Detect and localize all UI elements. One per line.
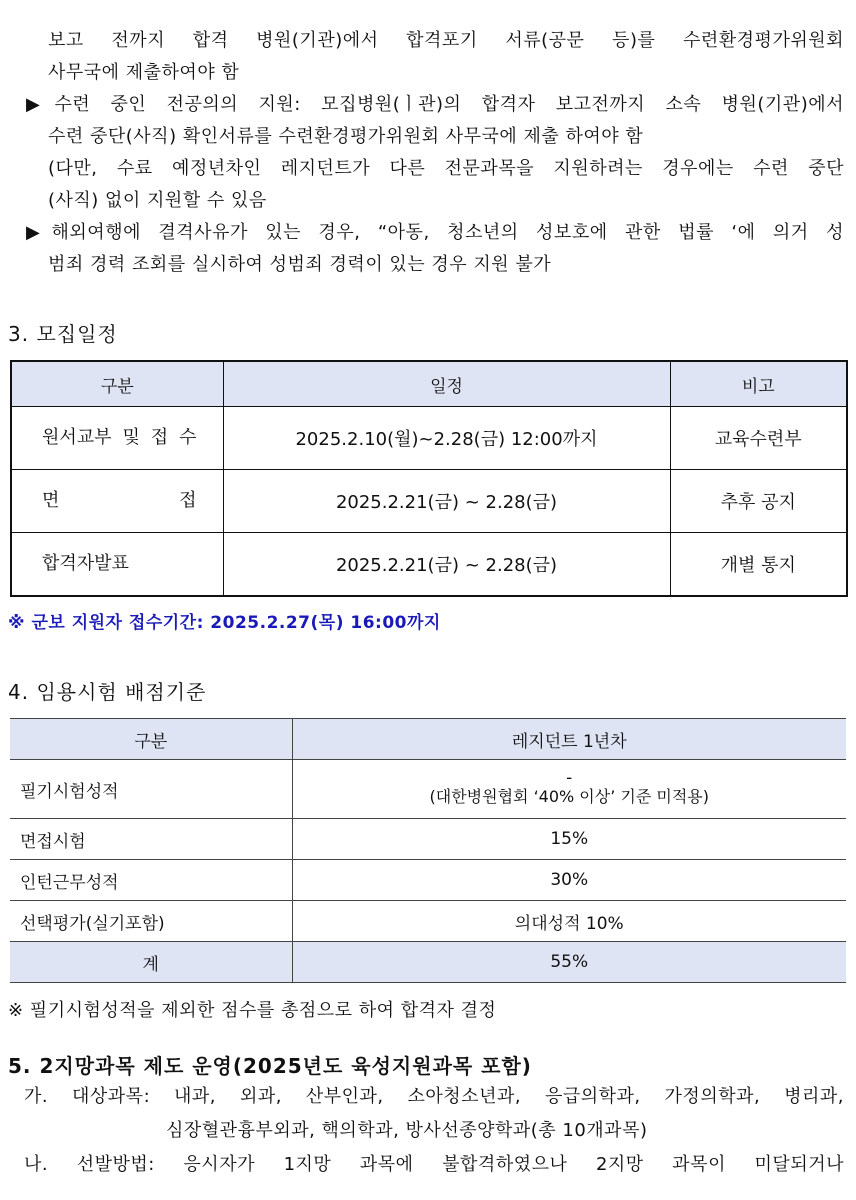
scoring-row-label: 면접시험	[10, 819, 292, 860]
scoring-header-resident: 레지던트 1년차	[292, 719, 846, 760]
intro-line-2: 사무국에 제출하여야 함	[48, 62, 240, 83]
scoring-row-value: 30%	[292, 860, 846, 901]
schedule-header-row	[11, 361, 847, 407]
target-subjects-line-1: 가. 대상과목: 내과, 외과, 산부인과, 소아청소년과, 응급의학과, 가정의학과, 병리과,	[24, 1086, 844, 1107]
schedule-table	[10, 360, 848, 597]
schedule-row-note: 추후 공지	[670, 470, 847, 533]
schedule-row	[11, 533, 847, 597]
schedule-row-date: 2025.2.21(금) ~ 2.28(금)	[223, 470, 670, 533]
bullet-travel-line-2: 범죄 경력 조회를 실시하여 성범죄 경력이 있는 경우 지원 불가	[48, 254, 552, 275]
scoring-row-dash: -	[566, 768, 573, 788]
schedule-row-label: 원서교부 및 접 수	[11, 407, 223, 470]
schedule-row-note: 개별 통지	[670, 533, 847, 597]
schedule-row-date: 2025.2.21(금) ~ 2.28(금)	[223, 533, 670, 597]
schedule-row-label: 면 접	[11, 470, 223, 533]
scoring-total-value: 55%	[292, 942, 846, 983]
section-5-heading: 5. 2지망과목 제도 운영(2025년도 육성지원과목 포함)	[8, 1054, 532, 1078]
scoring-table	[10, 718, 846, 983]
scoring-row-value	[292, 760, 846, 819]
schedule-header-note: 비고	[670, 361, 847, 407]
scoring-row-subnote: (대한병원협회 ‘40% 이상’ 기준 미적용)	[429, 787, 709, 806]
scoring-header-category: 구분	[10, 719, 292, 760]
schedule-row-note: 교육수련부	[670, 407, 847, 470]
bullet-resident-line-3: (다만, 수료 예정년차인 레지던트가 다른 전문과목을 지원하려는 경우에는 수련 중단	[48, 158, 844, 179]
bullet-resident-line-4: (사직) 없이 지원할 수 있음	[48, 190, 267, 211]
scoring-row-label: 필기시험성적	[10, 760, 292, 819]
scoring-row-label: 인턴근무성적	[10, 860, 292, 901]
schedule-header-category: 구분	[11, 361, 223, 407]
schedule-header-schedule: 일정	[223, 361, 670, 407]
scoring-row	[10, 819, 846, 860]
scoring-row-value: 15%	[292, 819, 846, 860]
scoring-total-label: 계	[10, 942, 292, 983]
schedule-row	[11, 407, 847, 470]
section-3-heading: 3. 모집일정	[8, 322, 118, 346]
scoring-note: ※ 필기시험성적을 제외한 점수를 총점으로 하여 합격자 결정	[8, 1000, 497, 1021]
schedule-row-date: 2025.2.10(월)~2.28(금) 12:00까지	[223, 407, 670, 470]
scoring-header-row	[10, 719, 846, 760]
scoring-row	[10, 860, 846, 901]
scoring-total-row	[10, 942, 846, 983]
intro-line-1: 보고 전까지 합격 병원(기관)에서 합격포기 서류(공문 등)를 수련환경평가위원회	[48, 30, 844, 51]
section-4-heading: 4. 임용시험 배점기준	[8, 680, 207, 704]
schedule-row-label: 합격자발표	[11, 533, 223, 597]
scoring-row	[10, 901, 846, 942]
target-subjects-line-2: 심장혈관흉부외과, 핵의학과, 방사선종양학과(총 10개과목)	[166, 1120, 648, 1141]
scoring-row-label: 선택평가(실기포함)	[10, 901, 292, 942]
scoring-row-value: 의대성적 10%	[292, 901, 846, 942]
bullet-resident-line-2: 수련 중단(사직) 확인서류를 수련환경평가위원회 사무국에 제출 하여야 함	[48, 126, 644, 147]
military-applicant-note: ※ 군보 지원자 접수기간: 2025.2.27(목) 16:00까지	[8, 613, 441, 633]
bullet-travel-line-1: ▶해외여행에 결격사유가 있는 경우, “아동, 청소년의 성보호에 관한 법률 ‘에 의거 성	[26, 222, 844, 243]
bullet-resident-line-1: ▶수련 중인 전공의의 지원: 모집병원(ㅣ관)의 합격자 보고전까지 소속 병원(기관)에서	[26, 94, 844, 115]
scoring-row	[10, 760, 846, 819]
schedule-row	[11, 470, 847, 533]
selection-method-line-1: 나. 선발방법: 응시자가 1지망 과목에 불합격하였으나 2지망 과목이 미달되거나	[24, 1154, 844, 1175]
